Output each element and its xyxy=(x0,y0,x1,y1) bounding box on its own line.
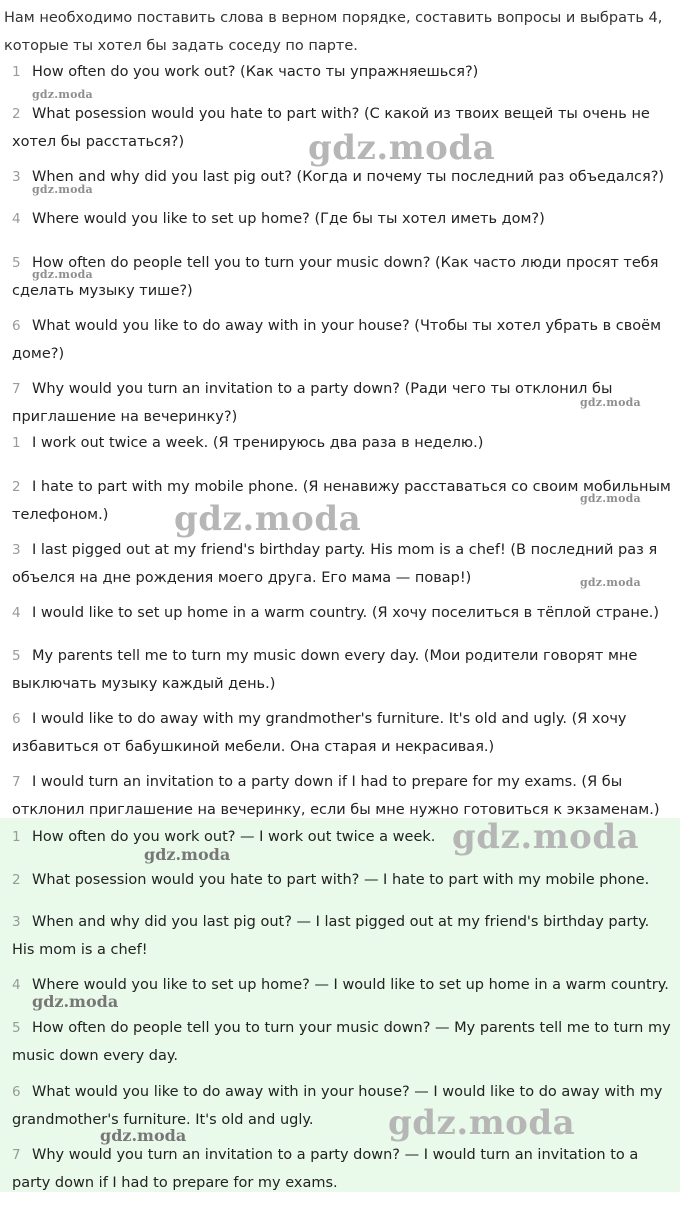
watermark: gdz.moda xyxy=(308,128,496,168)
dialogue-item-3 xyxy=(12,908,676,964)
item-number: 2 xyxy=(12,106,21,122)
question-item-7 xyxy=(12,375,676,431)
item-number: 7 xyxy=(12,381,21,397)
item-text: I would turn an invitation to a party down if I had to prepare for my exams. (Я бы отклонил приглашение на вечеринку, если бы мне нужно готовиться к экзаменам.) xyxy=(12,774,660,818)
answer-item-1 xyxy=(12,429,676,457)
item-number: 4 xyxy=(12,211,21,227)
answer-item-3 xyxy=(12,536,676,592)
answer-item-4 xyxy=(12,599,676,627)
item-text: What posession would you hate to part with? (С какой из твоих вещей ты очень не хотел бы расстаться?) xyxy=(12,106,650,150)
item-number: 1 xyxy=(12,64,21,80)
item-text: When and why did you last pig out? — I last pigged out at my friend's birthday party. His mom is a chef! xyxy=(12,914,650,958)
item-number: 7 xyxy=(12,774,21,790)
dialogue-item-2 xyxy=(12,866,676,894)
item-text: How often do you work out? — I work out twice a week. xyxy=(32,829,436,845)
item-text: I hate to part with my mobile phone. (Я ненавижу расставаться со своим мобильным телефоном.) xyxy=(12,479,671,523)
question-item-1 xyxy=(12,58,676,86)
item-text: Where would you like to set up home? (Где бы ты хотел иметь дом?) xyxy=(32,211,545,227)
item-number: 1 xyxy=(12,829,21,845)
item-text: Why would you turn an invitation to a party down? (Ради чего ты отклонил бы приглашение на вечеринку?) xyxy=(12,381,613,425)
item-text: What would you like to do away with in your house? (Чтобы ты хотел убрать в своём доме?) xyxy=(12,318,662,362)
item-text: When and why did you last pig out? (Когда и почему ты последний раз объедался?) xyxy=(32,169,665,185)
item-number: 2 xyxy=(12,872,21,888)
item-number: 6 xyxy=(12,1084,21,1100)
watermark: gdz.moda xyxy=(174,499,362,539)
item-text: My parents tell me to turn my music down every day. (Мои родители говорят мне выключать музыку каждый день.) xyxy=(12,648,638,692)
answer-item-6 xyxy=(12,705,676,761)
item-number: 4 xyxy=(12,605,21,621)
item-number: 3 xyxy=(12,542,21,558)
item-text: I last pigged out at my friend's birthday party. His mom is a chef! (В последний раз я объелся на дне рождения моего друга. Его мама — повар!) xyxy=(12,542,658,586)
question-item-4 xyxy=(12,205,676,233)
watermark: gdz.moda xyxy=(32,88,93,101)
watermark: gdz.moda xyxy=(100,1126,187,1145)
watermark: gdz.moda xyxy=(144,845,231,864)
item-number: 4 xyxy=(12,977,21,993)
item-number: 3 xyxy=(12,914,21,930)
item-text: What posession would you hate to part with? — I hate to part with my mobile phone. xyxy=(32,872,650,888)
item-text: I work out twice a week. (Я тренируюсь два раза в неделю.) xyxy=(32,435,484,451)
item-text: How often do you work out? (Как часто ты упражняешься?) xyxy=(32,64,479,80)
watermark: gdz.moda xyxy=(580,492,641,505)
answer-item-5 xyxy=(12,642,676,698)
item-number: 2 xyxy=(12,479,21,495)
answer-item-7 xyxy=(12,768,676,824)
item-text: How often do people tell you to turn your music down? — My parents tell me to turn my music down every day. xyxy=(12,1020,671,1064)
item-text: How often do people tell you to turn your music down? (Как часто люди просят тебя сделать музыку тише?) xyxy=(12,255,659,299)
watermark: gdz.moda xyxy=(388,1103,576,1143)
question-item-5 xyxy=(12,249,676,305)
item-number: 5 xyxy=(12,255,21,271)
watermark: gdz.moda xyxy=(452,817,640,857)
dialogue-item-7 xyxy=(12,1141,676,1197)
item-number: 1 xyxy=(12,435,21,451)
watermark: gdz.moda xyxy=(580,576,641,589)
watermark: gdz.moda xyxy=(32,992,119,1011)
watermark: gdz.moda xyxy=(580,396,641,409)
item-number: 6 xyxy=(12,711,21,727)
item-number: 5 xyxy=(12,648,21,664)
item-text: I would like to set up home in a warm country. (Я хочу поселиться в тёплой стране.) xyxy=(32,605,660,621)
item-number: 7 xyxy=(12,1147,21,1163)
watermark: gdz.moda xyxy=(32,268,93,281)
item-number: 6 xyxy=(12,318,21,334)
watermark: gdz.moda xyxy=(32,183,93,196)
item-text: I would like to do away with my grandmother's furniture. It's old and ugly. (Я хочу избавиться от бабушкиной мебели. Она старая и некрасивая.) xyxy=(12,711,627,755)
task-intro: Нам необходимо поставить слова в верном порядке, составить вопросы и выбрать 4, которые ты хотел бы задать соседу по парте. xyxy=(4,10,663,54)
item-number: 3 xyxy=(12,169,21,185)
item-text: Why would you turn an invitation to a party down? — I would turn an invitation to a party down if I had to prepare for my exams. xyxy=(12,1147,639,1191)
dialogue-item-5 xyxy=(12,1014,676,1070)
question-item-6 xyxy=(12,312,676,368)
item-text: Where would you like to set up home? — I would like to set up home in a warm country. xyxy=(32,977,669,993)
item-text: What would you like to do away with in your house? — I would like to do away with my grandmother's furniture. It's old and ugly. xyxy=(12,1084,663,1128)
item-number: 5 xyxy=(12,1020,21,1036)
